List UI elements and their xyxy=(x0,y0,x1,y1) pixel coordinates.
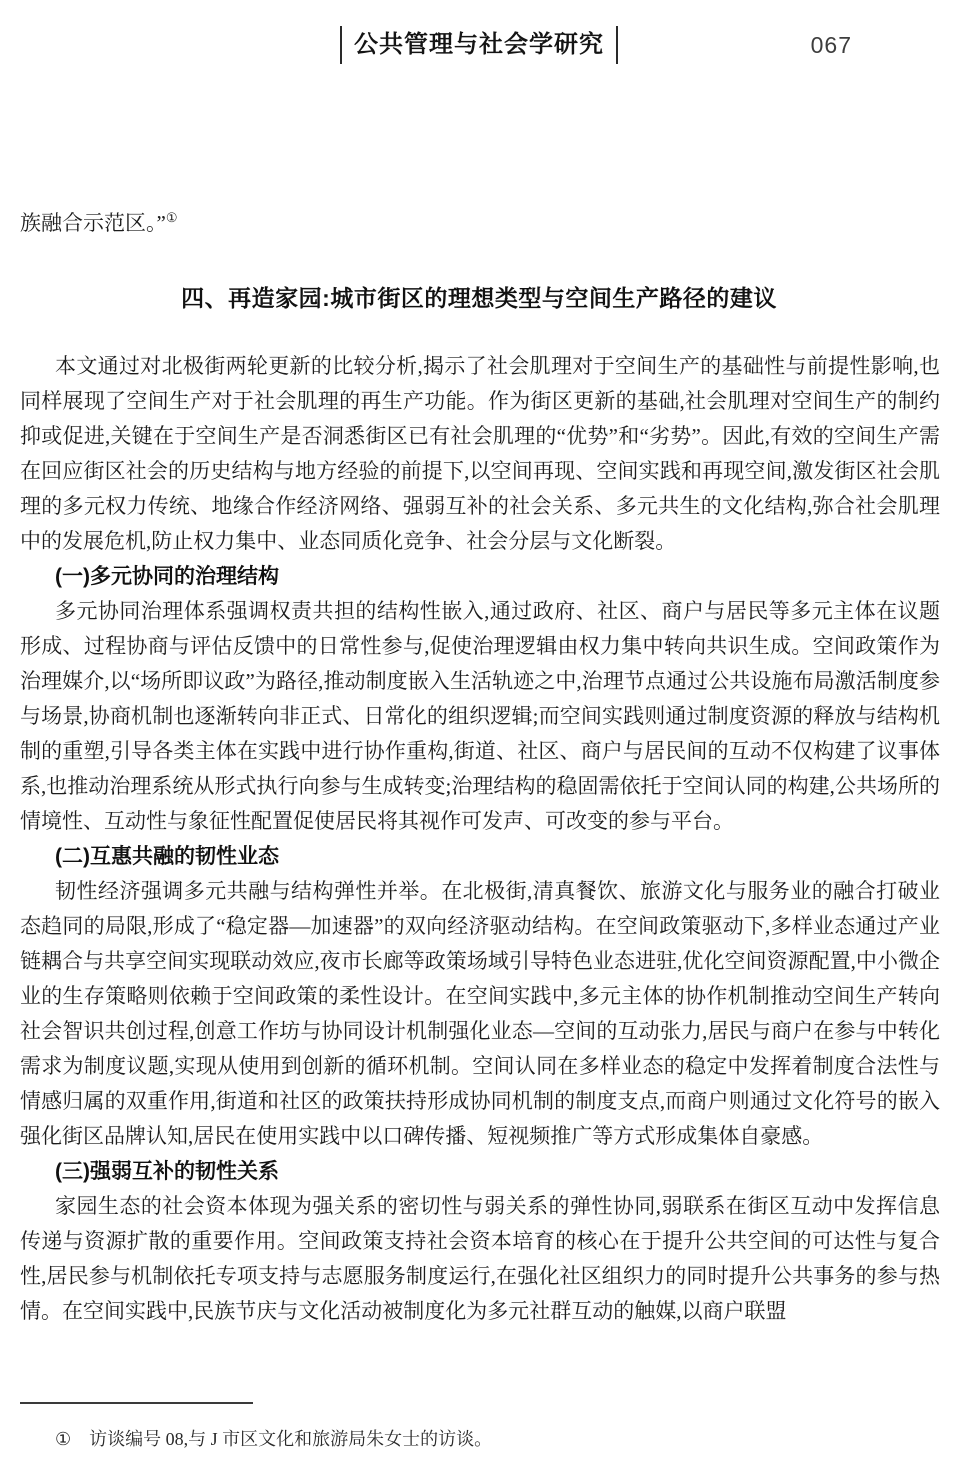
section-heading: 四、再造家园:城市街区的理想类型与空间生产路径的建议 xyxy=(181,285,777,311)
intro-paragraph: 本文通过对北极街两轮更新的比较分析,揭示了社会肌理对于空间生产的基础性与前提性影响,也同样展现了空间生产对于社会肌理的再生产功能。作为街区更新的基础,社会肌理对空间生产的制约抑或促进,关键在于空间生产是否洞悉街区已有社会肌理的“优势”和“劣势”。因此,有效的空间生产需在回应街区社会的历史结构与地方经验的前提下,以空间再现、空间实践和再现空间,激发街区社会肌理的多元权力传统、地缘合作经济网络、强弱互补的社会关系、多元共生的文化结构,弥合社会肌理中的发展危机,防止权力集中、业态同质化竞争、社会分层与文化断裂。 xyxy=(20,354,940,553)
running-head xyxy=(0,26,958,66)
leading-fragment-text: 族融合示范区。” xyxy=(20,211,166,235)
article-body xyxy=(20,349,940,1329)
subsection-paragraph-1: 多元协同治理体系强调权责共担的结构性嵌入,通过政府、社区、商户与居民等多元主体在议题形成、过程协商与评估反馈中的日常性参与,促使治理逻辑由权力集中转向共识生成。空间政策作为治理媒介,以“场所即议政”为路径,推动制度嵌入生活轨迹之中,治理节点通过公共设施布局激活制度参与场景,协商机制也逐渐转向非正式、日常化的组织逻辑;而空间实践则通过制度资源的释放与结构机制的重塑,引导各类主体在实践中进行协作重构,街道、社区、商户与居民间的互动不仅构建了议事体系,也推动治理系统从形式执行向参与生成转变;治理结构的稳固需依托于空间认同的构建,公共场所的情境性、互动性与象征性配置促使居民将其视作可发声、可改变的参与平台。 xyxy=(20,599,940,833)
footnote-divider xyxy=(20,1402,253,1404)
subsection-business xyxy=(20,839,940,1154)
footnote-text: 访谈编号 08,与 J 市区文化和旅游局朱女士的访谈。 xyxy=(89,1429,493,1449)
subsection-paragraph-3: 家园生态的社会资本体现为强关系的密切性与弱关系的弹性协同,弱联系在街区互动中发挥信息传递与资源扩散的重要作用。空间政策支持社会资本培育的核心在于提升公共空间的可达性与复合性,居民参与机制依托专项支持与志愿服务制度运行,在强化社区组织力的同时提升公共事务的参与热情。在空间实践中,民族节庆与文化活动被制度化为多元社群互动的触媒,以商户联盟 xyxy=(20,1194,940,1323)
footnote xyxy=(20,1426,940,1452)
subsection-paragraph-2: 韧性经济强调多元共融与结构弹性并举。在北极街,清真餐饮、旅游文化与服务业的融合打破业态趋同的局限,形成了“稳定器—加速器”的双向经济驱动结构。在空间政策驱动下,多样业态通过产业链耦合与共享空间实现联动效应,夜市长廊等政策场域引导特色业态进驻,优化空间资源配置,中小微企业的生存策略则依赖于空间政策的柔性设计。在空间实践中,多元主体的协作机制推动空间生产转向社会智识共创过程,创意工作坊与协同设计机制强化业态—空间的互动张力,居民与商户在参与中转化需求为制度议题,实现从使用到创新的循环机制。空间认同在多样业态的稳定中发挥着制度合法性与情感归属的双重作用,街道和社区的政策扶持形成协同机制的制度支点,而商户则通过文化符号的嵌入强化街区品牌认知,居民在使用实践中以口碑传播、短视频推广等方式形成集体自豪感。 xyxy=(20,879,940,1148)
footnote-reference-mark: ① xyxy=(165,210,178,225)
subsection-heading-2: (二)互惠共融的韧性业态 xyxy=(55,845,279,868)
page-number: 067 xyxy=(810,32,852,58)
leading-paragraph-fragment xyxy=(20,206,940,241)
subsection-heading-3: (三)强弱互补的韧性关系 xyxy=(55,1160,279,1183)
subsection-relations xyxy=(20,1154,940,1329)
subsection-governance xyxy=(20,559,940,839)
footnote-area xyxy=(20,1402,940,1452)
journal-section-title: 公共管理与社会学研究 xyxy=(340,26,618,64)
subsection-heading-1: (一)多元协同的治理结构 xyxy=(55,565,279,588)
footnote-marker: ① xyxy=(55,1429,72,1449)
